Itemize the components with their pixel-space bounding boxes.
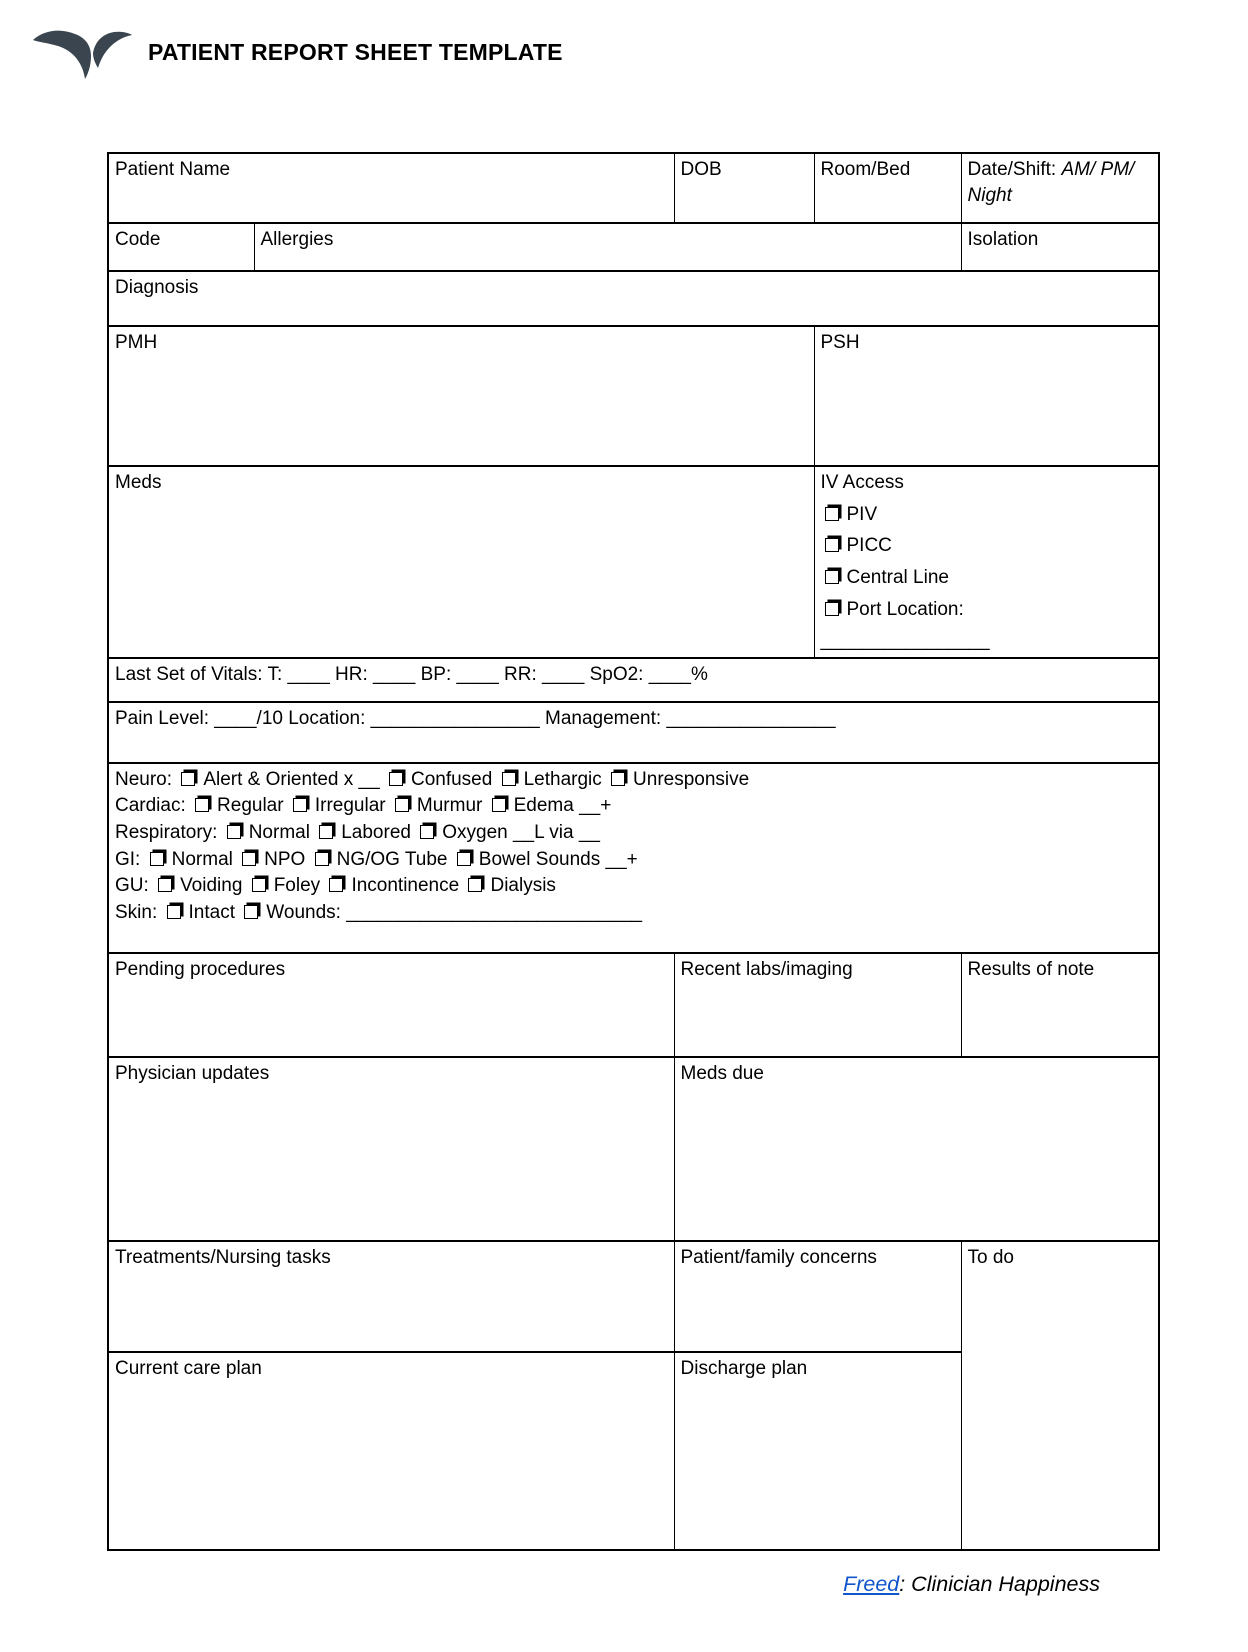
assessment-option: Dialysis	[490, 875, 556, 897]
checkbox-icon[interactable]	[319, 825, 333, 839]
room-bed-label: Room/Bed	[820, 159, 911, 180]
checkbox-icon[interactable]	[420, 825, 434, 839]
treatments-cell	[108, 1241, 674, 1352]
meds-label: Meds	[115, 472, 162, 493]
checkbox-icon[interactable]	[502, 772, 516, 786]
diagnosis-label: Diagnosis	[115, 277, 199, 298]
table-row	[108, 466, 1159, 658]
care-plan-cell	[108, 1352, 674, 1550]
date-shift-label: Date/Shift:	[967, 159, 1062, 180]
date-shift-cell	[961, 153, 1159, 223]
assessment-option: Lethargic	[523, 768, 602, 790]
iv-option-label: Central Line	[846, 566, 949, 588]
page-footer	[843, 1572, 1100, 1597]
assessment-label: Respiratory:	[115, 822, 223, 844]
page-title: PATIENT REPORT SHEET TEMPLATE	[148, 38, 563, 65]
table-row	[108, 658, 1159, 702]
assessment-line-cardiac	[115, 793, 1152, 819]
pmh-label: PMH	[115, 332, 158, 353]
discharge-plan-label: Discharge plan	[680, 1357, 808, 1379]
pain-cell	[108, 702, 1159, 763]
diagnosis-cell	[108, 271, 1159, 326]
page-header	[30, 18, 563, 80]
checkbox-icon[interactable]	[395, 798, 409, 812]
table-row	[108, 223, 1159, 271]
assessment-label: Neuro:	[115, 768, 178, 790]
table-row	[108, 1057, 1159, 1241]
assessment-option: Edema __+	[513, 795, 612, 817]
assessment-option: Murmur	[416, 795, 483, 817]
checkbox-icon[interactable]	[227, 825, 241, 839]
assessment-cell	[108, 763, 1159, 953]
assessment-option: Wounds: ____________________________	[266, 902, 643, 924]
family-concerns-cell	[674, 1241, 961, 1352]
meds-due-label: Meds due	[680, 1062, 764, 1084]
results-of-note-cell	[961, 953, 1159, 1057]
checkbox-icon[interactable]	[825, 507, 839, 521]
checkbox-icon[interactable]	[329, 878, 343, 892]
assessment-label: GI:	[115, 848, 146, 870]
pending-procedures-cell	[108, 953, 674, 1057]
meds-cell	[108, 466, 814, 658]
assessment-label: Cardiac:	[115, 795, 192, 817]
checkbox-icon[interactable]	[293, 798, 307, 812]
dob-cell	[674, 153, 814, 223]
footer-tagline: : Clinician Happiness	[899, 1572, 1100, 1596]
assessment-option: Normal	[248, 822, 310, 844]
iv-option-label: PICC	[846, 535, 892, 557]
allergies-label: Allergies	[260, 229, 334, 250]
assessment-line-neuro	[115, 767, 1152, 793]
checkbox-icon[interactable]	[195, 798, 209, 812]
assessment-option: Incontinence	[351, 875, 460, 897]
checkbox-icon[interactable]	[315, 852, 329, 866]
assessment-option: Bowel Sounds __+	[478, 848, 638, 870]
todo-label: To do	[967, 1246, 1014, 1268]
checkbox-icon[interactable]	[244, 905, 258, 919]
assessment-option: Unresponsive	[633, 768, 750, 790]
checkbox-icon[interactable]	[242, 852, 256, 866]
assessment-option: NPO	[264, 848, 306, 870]
iv-option-central-line	[821, 565, 1153, 591]
recent-labs-cell	[674, 953, 961, 1057]
vitals-cell	[108, 658, 1159, 702]
table-row	[108, 953, 1159, 1057]
assessment-line-respiratory	[115, 820, 1152, 846]
date-shift-options: AM/ PM/ Night	[967, 159, 1135, 206]
checkbox-icon[interactable]	[492, 798, 506, 812]
checkbox-icon[interactable]	[825, 570, 839, 584]
discharge-plan-cell	[674, 1352, 961, 1550]
checkbox-icon[interactable]	[181, 772, 195, 786]
iv-option-label: PIV	[846, 503, 878, 525]
iv-option-picc	[821, 533, 1153, 559]
table-row	[108, 702, 1159, 763]
treatments-label: Treatments/Nursing tasks	[115, 1246, 331, 1268]
freed-link[interactable]: Freed	[843, 1572, 900, 1596]
checkbox-icon[interactable]	[389, 772, 403, 786]
assessment-option: Foley	[273, 875, 321, 897]
assessment-option: Irregular	[314, 795, 386, 817]
patient-report-table	[107, 152, 1160, 1551]
assessment-label: Skin:	[115, 902, 163, 924]
results-of-note-label: Results of note	[967, 958, 1095, 980]
assessment-option: Labored	[341, 822, 411, 844]
iv-access-label: IV Access	[820, 472, 904, 493]
isolation-label: Isolation	[967, 229, 1039, 250]
todo-cell	[961, 1241, 1159, 1550]
checkbox-icon[interactable]	[167, 905, 181, 919]
care-plan-label: Current care plan	[115, 1357, 262, 1379]
meds-due-cell	[674, 1057, 1159, 1241]
code-cell	[108, 223, 254, 271]
isolation-cell	[961, 223, 1159, 271]
physician-updates-label: Physician updates	[115, 1062, 270, 1084]
port-location-blank: ________________	[820, 630, 990, 652]
checkbox-icon[interactable]	[158, 878, 172, 892]
pmh-cell	[108, 326, 814, 466]
assessment-option: Oxygen __L via __	[442, 822, 600, 844]
assessment-option: Voiding	[180, 875, 243, 897]
assessment-option: Alert & Oriented x __	[203, 768, 380, 790]
dob-label: DOB	[680, 159, 722, 180]
checkbox-icon[interactable]	[825, 602, 839, 616]
checkbox-icon[interactable]	[150, 852, 164, 866]
physician-updates-cell	[108, 1057, 674, 1241]
freed-logo-icon	[30, 18, 134, 80]
room-bed-cell	[814, 153, 961, 223]
assessment-option: Regular	[217, 795, 284, 817]
iv-option-piv	[821, 502, 1153, 528]
checkbox-icon[interactable]	[611, 772, 625, 786]
checkbox-icon[interactable]	[468, 878, 482, 892]
checkbox-icon[interactable]	[457, 852, 471, 866]
assessment-line-skin	[115, 900, 1152, 926]
psh-label: PSH	[820, 332, 860, 353]
table-row	[108, 1241, 1159, 1352]
assessment-line-gu	[115, 873, 1152, 899]
vitals-line: Last Set of Vitals: T: ____ HR: ____ BP: ____ RR: ____ SpO2: ____%	[115, 663, 708, 685]
assessment-option: Normal	[171, 848, 233, 870]
checkbox-icon[interactable]	[252, 878, 266, 892]
table-row	[108, 153, 1159, 223]
assessment-option: NG/OG Tube	[336, 848, 448, 870]
assessment-option: Intact	[188, 902, 236, 924]
iv-option-port-location	[821, 597, 1153, 623]
assessment-label: GU:	[115, 875, 155, 897]
table-row	[108, 326, 1159, 466]
checkbox-icon[interactable]	[825, 538, 839, 552]
assessment-option: Confused	[410, 768, 493, 790]
patient-name-label: Patient Name	[115, 159, 231, 180]
assessment-line-gi	[115, 847, 1152, 873]
code-label: Code	[115, 229, 161, 250]
patient-name-cell	[108, 153, 674, 223]
allergies-cell	[254, 223, 961, 271]
pending-procedures-label: Pending procedures	[115, 958, 286, 980]
iv-access-cell	[814, 466, 1159, 658]
recent-labs-label: Recent labs/imaging	[680, 958, 853, 980]
psh-cell	[814, 326, 1159, 466]
table-row	[108, 763, 1159, 953]
family-concerns-label: Patient/family concerns	[680, 1246, 877, 1268]
pain-line: Pain Level: ____/10 Location: ________________ Management: ________________	[115, 707, 836, 729]
table-row	[108, 271, 1159, 326]
iv-option-label: Port Location:	[846, 598, 964, 620]
